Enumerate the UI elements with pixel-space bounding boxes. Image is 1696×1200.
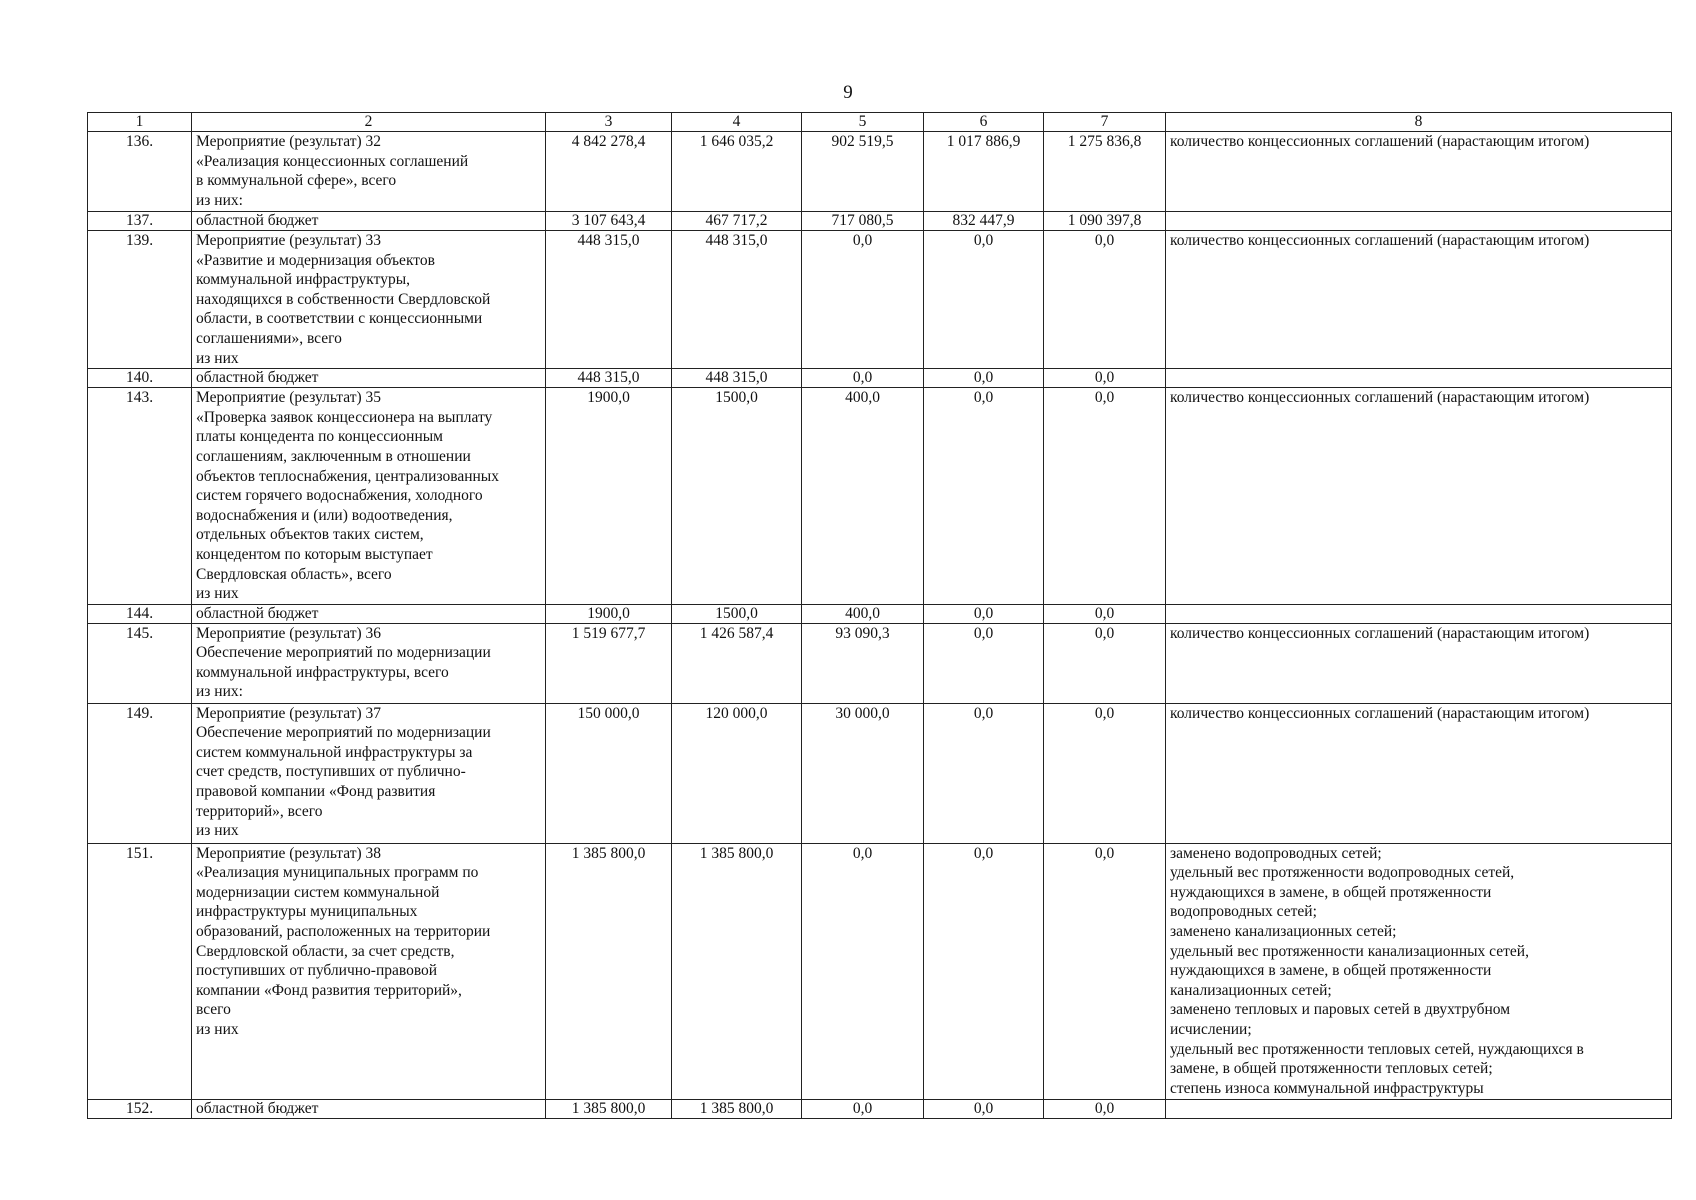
header-row [88, 113, 1672, 132]
value-col-5: 400,0 [802, 388, 924, 605]
row-number: 136. [88, 132, 192, 212]
value-col-6: 0,0 [924, 623, 1044, 703]
table-row [88, 369, 1672, 388]
value-col-4: 448 315,0 [672, 231, 802, 369]
row-number: 152. [88, 1099, 192, 1118]
value-col-6: 0,0 [924, 703, 1044, 843]
col-header-6: 6 [924, 113, 1044, 132]
value-col-4: 120 000,0 [672, 703, 802, 843]
measure-name: Мероприятие (результат) 35 «Проверка заявок концессионера на выплату платы концедента по концессионным соглашениям, заключенным в отношении объектов теплоснабжения, централизованных систем горячего водоснабжения, холодного водоснабжения и (или) водоотведения, отдельных объектов таких систем, концедентом по которым выступает Свердловская область», всего из них [192, 388, 546, 605]
measure-name: областной бюджет [192, 369, 546, 388]
row-number: 149. [88, 703, 192, 843]
table-row [88, 388, 1672, 605]
result-indicator [1166, 369, 1672, 388]
value-col-3: 448 315,0 [546, 231, 672, 369]
value-col-3: 3 107 643,4 [546, 212, 672, 231]
table-row [88, 132, 1672, 212]
value-col-7: 0,0 [1044, 369, 1166, 388]
result-indicator: заменено водопроводных сетей; удельный вес протяженности водопроводных сетей, нуждающихся в замене, в общей протяженности водопроводных сетей; заменено канализационных сетей; удельный вес протяженности канализационных сетей, нуждающихся в замене, в общей протяженности канализационных сетей; заменено тепловых и паровых сетей в двухтрубном исчислении; удельный вес протяженности тепловых сетей, нуждающихся в замене, в общей протяженности тепловых сетей; степень износа коммунальной инфраструктуры [1166, 843, 1672, 1099]
value-col-7: 0,0 [1044, 388, 1166, 605]
page-number: 9 [843, 82, 853, 103]
value-col-3: 150 000,0 [546, 703, 672, 843]
col-header-3: 3 [546, 113, 672, 132]
result-indicator: количество концессионных соглашений (нарастающим итогом) [1166, 388, 1672, 605]
value-col-4: 1 385 800,0 [672, 1099, 802, 1118]
value-col-3: 1 519 677,7 [546, 623, 672, 703]
value-col-4: 448 315,0 [672, 369, 802, 388]
result-indicator: количество концессионных соглашений (нарастающим итогом) [1166, 132, 1672, 212]
value-col-4: 1500,0 [672, 388, 802, 605]
value-col-3: 1900,0 [546, 388, 672, 605]
value-col-6: 0,0 [924, 843, 1044, 1099]
table-row [88, 1099, 1672, 1118]
value-col-7: 0,0 [1044, 604, 1166, 623]
result-indicator: количество концессионных соглашений (нарастающим итогом) [1166, 623, 1672, 703]
col-header-1: 1 [88, 113, 192, 132]
value-col-7: 0,0 [1044, 1099, 1166, 1118]
result-indicator: количество концессионных соглашений (нарастающим итогом) [1166, 703, 1672, 843]
measure-name: Мероприятие (результат) 32 «Реализация концессионных соглашений в коммунальной сфере», всего из них: [192, 132, 546, 212]
value-col-5: 0,0 [802, 369, 924, 388]
row-number: 139. [88, 231, 192, 369]
result-indicator [1166, 604, 1672, 623]
row-number: 145. [88, 623, 192, 703]
value-col-7: 0,0 [1044, 703, 1166, 843]
value-col-5: 0,0 [802, 1099, 924, 1118]
budget-table [87, 112, 1672, 1119]
value-col-7: 0,0 [1044, 843, 1166, 1099]
measure-name: Мероприятие (результат) 38 «Реализация муниципальных программ по модернизации систем коммунальной инфраструктуры муниципальных образований, расположенных на территории Свердловской области, за счет средств, поступивших от публично-правовой компании «Фонд развития территорий», всего из них [192, 843, 546, 1099]
value-col-4: 467 717,2 [672, 212, 802, 231]
value-col-4: 1500,0 [672, 604, 802, 623]
measure-name: Мероприятие (результат) 37 Обеспечение мероприятий по модернизации систем коммунальной инфраструктуры за счет средств, поступивших от публично- правовой компании «Фонд развития территорий», всего из них [192, 703, 546, 843]
col-header-5: 5 [802, 113, 924, 132]
value-col-4: 1 646 035,2 [672, 132, 802, 212]
measure-name: Мероприятие (результат) 33 «Развитие и модернизация объектов коммунальной инфраструктуры, находящихся в собственности Свердловской области, в соответствии с концессионными соглашениями», всего из них [192, 231, 546, 369]
col-header-2: 2 [192, 113, 546, 132]
value-col-6: 0,0 [924, 604, 1044, 623]
col-header-7: 7 [1044, 113, 1166, 132]
value-col-5: 902 519,5 [802, 132, 924, 212]
row-number: 140. [88, 369, 192, 388]
measure-name: областной бюджет [192, 212, 546, 231]
value-col-5: 0,0 [802, 843, 924, 1099]
col-header-8: 8 [1166, 113, 1672, 132]
value-col-6: 832 447,9 [924, 212, 1044, 231]
table-row [88, 703, 1672, 843]
measure-name: областной бюджет [192, 604, 546, 623]
value-col-6: 0,0 [924, 1099, 1044, 1118]
measure-name: Мероприятие (результат) 36 Обеспечение мероприятий по модернизации коммунальной инфраструктуры, всего из них: [192, 623, 546, 703]
table-row [88, 231, 1672, 369]
value-col-7: 0,0 [1044, 623, 1166, 703]
value-col-5: 93 090,3 [802, 623, 924, 703]
value-col-7: 0,0 [1044, 231, 1166, 369]
row-number: 144. [88, 604, 192, 623]
value-col-3: 4 842 278,4 [546, 132, 672, 212]
value-col-5: 0,0 [802, 231, 924, 369]
row-number: 151. [88, 843, 192, 1099]
result-indicator [1166, 212, 1672, 231]
result-indicator [1166, 1099, 1672, 1118]
table-row [88, 212, 1672, 231]
table-row [88, 604, 1672, 623]
table-row [88, 843, 1672, 1099]
measure-name: областной бюджет [192, 1099, 546, 1118]
value-col-6: 0,0 [924, 369, 1044, 388]
value-col-5: 717 080,5 [802, 212, 924, 231]
value-col-7: 1 275 836,8 [1044, 132, 1166, 212]
table-row [88, 623, 1672, 703]
value-col-4: 1 426 587,4 [672, 623, 802, 703]
result-indicator: количество концессионных соглашений (нарастающим итогом) [1166, 231, 1672, 369]
value-col-3: 1 385 800,0 [546, 843, 672, 1099]
value-col-5: 400,0 [802, 604, 924, 623]
value-col-6: 1 017 886,9 [924, 132, 1044, 212]
value-col-6: 0,0 [924, 388, 1044, 605]
value-col-3: 448 315,0 [546, 369, 672, 388]
value-col-4: 1 385 800,0 [672, 843, 802, 1099]
value-col-3: 1900,0 [546, 604, 672, 623]
value-col-3: 1 385 800,0 [546, 1099, 672, 1118]
value-col-7: 1 090 397,8 [1044, 212, 1166, 231]
row-number: 143. [88, 388, 192, 605]
row-number: 137. [88, 212, 192, 231]
value-col-5: 30 000,0 [802, 703, 924, 843]
value-col-6: 0,0 [924, 231, 1044, 369]
col-header-4: 4 [672, 113, 802, 132]
